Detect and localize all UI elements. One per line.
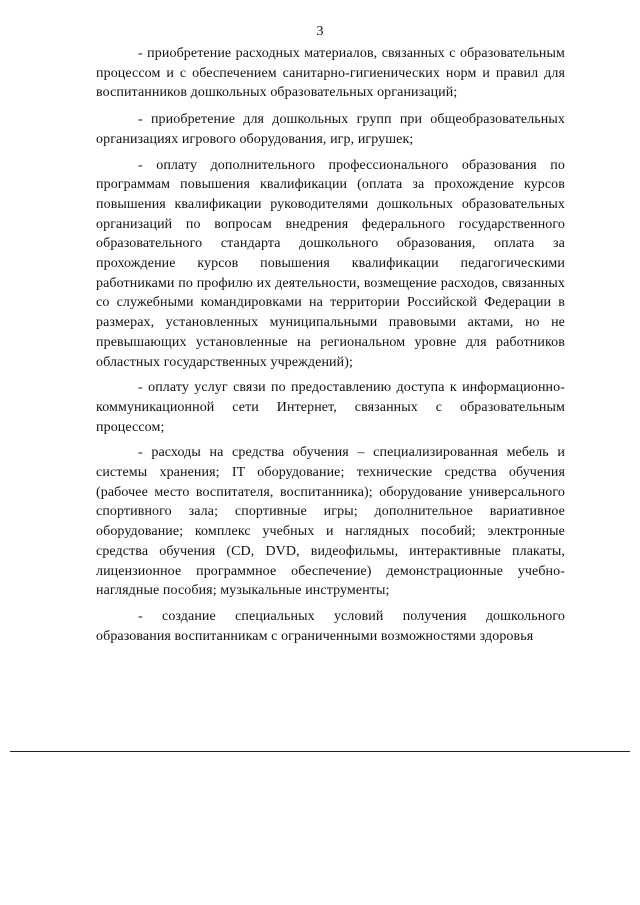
footer-divider xyxy=(10,751,630,752)
paragraph-professional-education: - оплату дополнительного профессионального образования по программам повышения квалификации (оплата за прохождение курсов повышения квалификации руководителями дошкольных образовательных организаций по вопросам внедрения федерального государственного образовательного стандарта дошкольного образования, оплата за прохождение курсов повышения квалификации педагогическими работниками по профилю их деятельности, возмещение расходов, связанных со служебными командировками на территории Российской Федерации в размерах, установленных муниципальными правовыми актами, но не превышающих установленные на региональном уровне для работников областных государственных учреждений); xyxy=(96,157,565,370)
paragraph-consumables: - приобретение расходных материалов, связанных с образовательным процессом и с обеспечением санитарно-гигиенических норм и правил для воспитанников дошкольных образовательных организаций; xyxy=(96,46,565,101)
document-body xyxy=(96,44,565,652)
paragraph-learning-tools: - расходы на средства обучения – специализированная мебель и системы хранения; IT оборудование; технические средства обучения (рабочее место воспитателя, воспитанника); оборудование универсального спортивного зала; спортивные игры; дополнительное вариативное оборудование; комплекс учебных и наглядных пособий; электронные средства обучения (CD, DVD, видеофильмы, интерактивные плакаты, лицензионное программное обеспечение) демонстрационные учебно-наглядные пособия; музыкальные инструменты; xyxy=(96,445,565,599)
paragraph-play-equipment: - приобретение для дошкольных групп при общеобразовательных организациях игрового оборудования, игр, игрушек; xyxy=(96,112,565,147)
page-number: 3 xyxy=(316,24,324,39)
paragraph-internet-access: - оплату услуг связи по предоставлению доступа к информационно-коммуникационной сети Интернет, связанных с образовательным процессом; xyxy=(96,380,565,435)
paragraph-special-conditions: - создание специальных условий получения дошкольного образования воспитанникам с ограниченными возможностями здоровья xyxy=(96,608,565,644)
